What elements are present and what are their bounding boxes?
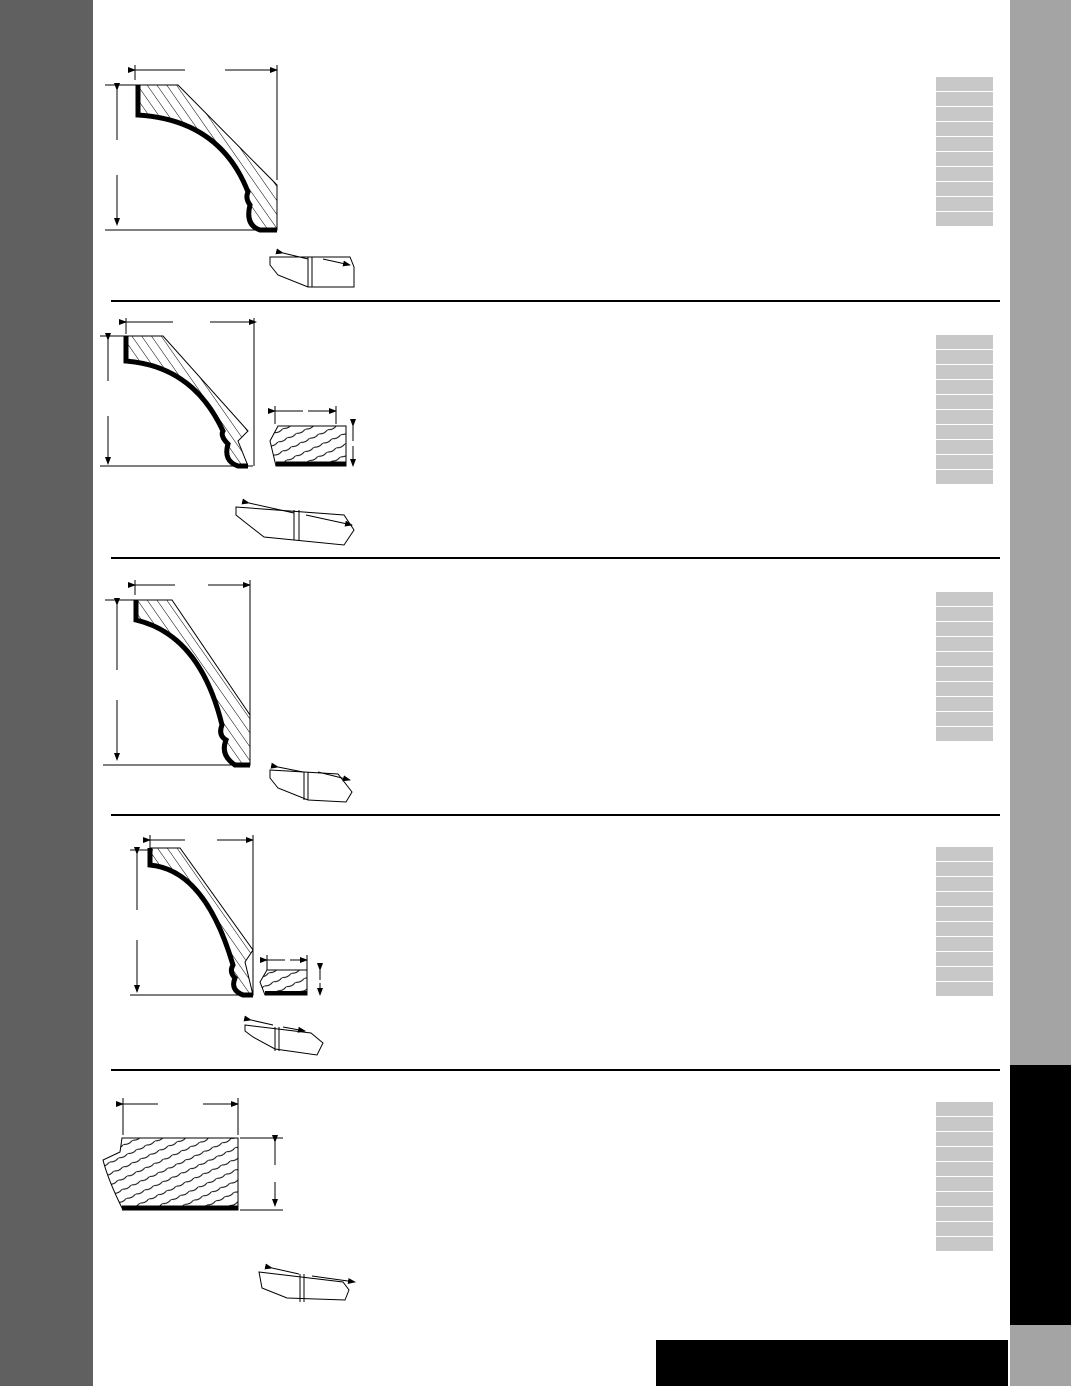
block-moulding-profile-5 [98,1090,298,1220]
section-divider [111,1069,1000,1071]
footer-bar [656,1340,1008,1386]
section-divider [111,300,1000,302]
section-divider [111,814,1000,816]
length-view-icon-1 [268,245,358,295]
spec-table-5 [936,1102,993,1252]
crown-moulding-profile-3 [100,575,270,775]
spec-table-1 [936,77,993,227]
length-view-icon-5 [257,1262,357,1307]
left-margin-band [0,0,93,1386]
crown-moulding-profile-2 [98,316,368,476]
section-divider [111,557,1000,559]
crown-moulding-profile-4 [125,830,335,1005]
section-tab [1010,1065,1071,1325]
spec-table-4 [936,847,993,997]
length-view-icon-2 [234,495,359,550]
spec-table-3 [936,592,993,742]
length-view-icon-4 [243,1015,333,1060]
crown-moulding-profile-1 [100,60,300,240]
spec-table-2 [936,335,993,485]
length-view-icon-3 [268,762,358,807]
